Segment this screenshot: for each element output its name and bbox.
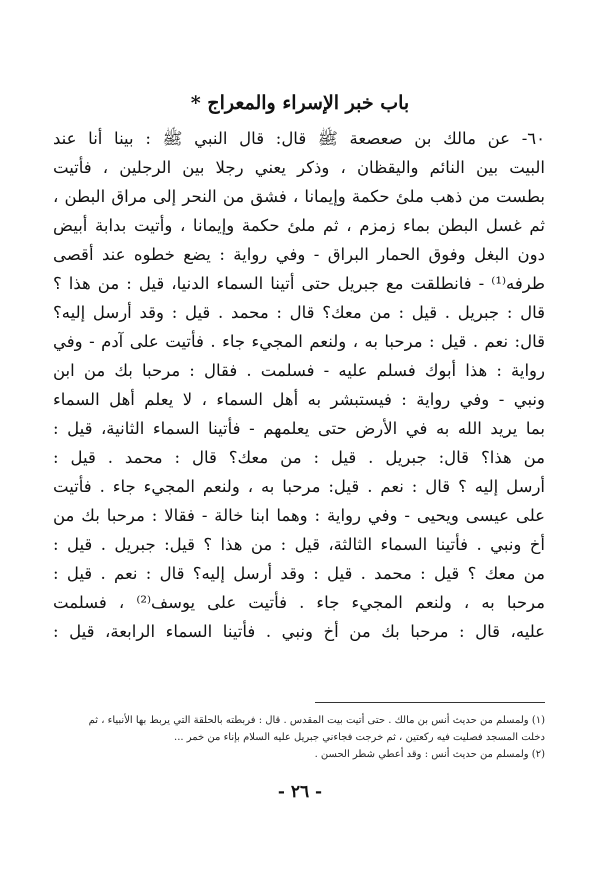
- body-line: أرسل إليه ؟ قال : نعم . قيل: مرحبا به ، ولنعم المجيء جاء . فأتيت: [53, 477, 545, 496]
- body-line: على عيسى ويحيى - وفي رواية : وهما ابنا خالة - فقالا : مرحبا بك من: [53, 506, 545, 525]
- body-line: رواية : هذا أبوك فسلم عليه - فسلمت . فقال : مرحبا بك من ابن: [53, 361, 545, 380]
- body-line: من هذا؟ قال: جبريل . قيل : من معك؟ قال : محمد . قيل :: [53, 448, 545, 467]
- chapter-heading: باب خبر الإسراء والمعراج *: [190, 92, 410, 114]
- body-line: مرحبا به ، ولنعم المجيء جاء . فأتيت على يوسف⁽²⁾ ، فسلمت: [53, 593, 545, 612]
- body-line: بما يريد الله به في الأرض حتى يعلمهم - فأتينا السماء الثانية، قيل :: [53, 419, 545, 438]
- body-line: قال : جبريل . قيل : من معك؟ قال : محمد . قيل : وقد أرسل إليه؟: [53, 303, 545, 322]
- hadith-body: [53, 124, 545, 646]
- footnote-line: (٢) ولمسلم من حديث أنس : وقد أعطي شطر الحسن .: [314, 749, 545, 760]
- footnotes: [53, 712, 545, 763]
- body-line: من معك ؟ قيل : محمد . قيل : وقد أرسل إليه؟ قال : نعم . قيل :: [53, 564, 545, 583]
- body-line: قال: نعم . قيل : مرحبا به ، ولنعم المجيء جاء . فأتيت على آدم - وفي: [53, 332, 545, 351]
- footnote-line: (١) ولمسلم من حديث أنس بن مالك . حتى أتيت بيت المقدس . قال : فربطته بالحلقة التي يربط بها الأنبياء ، ثم: [88, 715, 545, 726]
- body-line: طرفه⁽¹⁾ - فانطلقت مع جبريل حتى أتينا السماء الدنيا، قيل : من هذا ؟: [53, 274, 545, 293]
- body-line: دون البغل وفوق الحمار البراق - وفي رواية : يضع خطوه عند أقصى: [53, 245, 545, 264]
- body-line: ثم غسل البطن بماء زمزم ، ثم ملئ حكمة وإيمانا ، وأتيت بدابة أبيض: [53, 216, 545, 235]
- body-line: عليه، قال : مرحبا بك من أخ ونبي . فأتينا السماء الرابعة، قيل :: [53, 622, 545, 641]
- body-line: ونبي - وفي رواية : فيستبشر به أهل السماء ، لا يعلم أهل السماء: [53, 390, 545, 409]
- page-number: - ٢٦ -: [277, 782, 323, 802]
- footnote-line: دخلت المسجد فصليت فيه ركعتين ، ثم خرجت فجاءني جبريل عليه السلام بإناء من خمر ...: [174, 732, 545, 743]
- footnote-divider: [315, 702, 545, 703]
- body-line: بطست من ذهب ملئ حكمة وإيمانا ، فشق من النحر إلى مراق البطن ،: [53, 187, 545, 206]
- body-line: البيت بين النائم واليقظان ، وذكر يعني رجلا بين الرجلين ، فأتيت: [53, 158, 545, 177]
- body-line: ٦٠- عن مالك بن صعصعة ﷺ قال: قال النبي ﷺ : بينا أنا عند: [53, 129, 545, 148]
- body-line: أخ ونبي . فأتينا السماء الثالثة، قيل : من هذا ؟ قيل: جبريل . قيل :: [53, 535, 545, 554]
